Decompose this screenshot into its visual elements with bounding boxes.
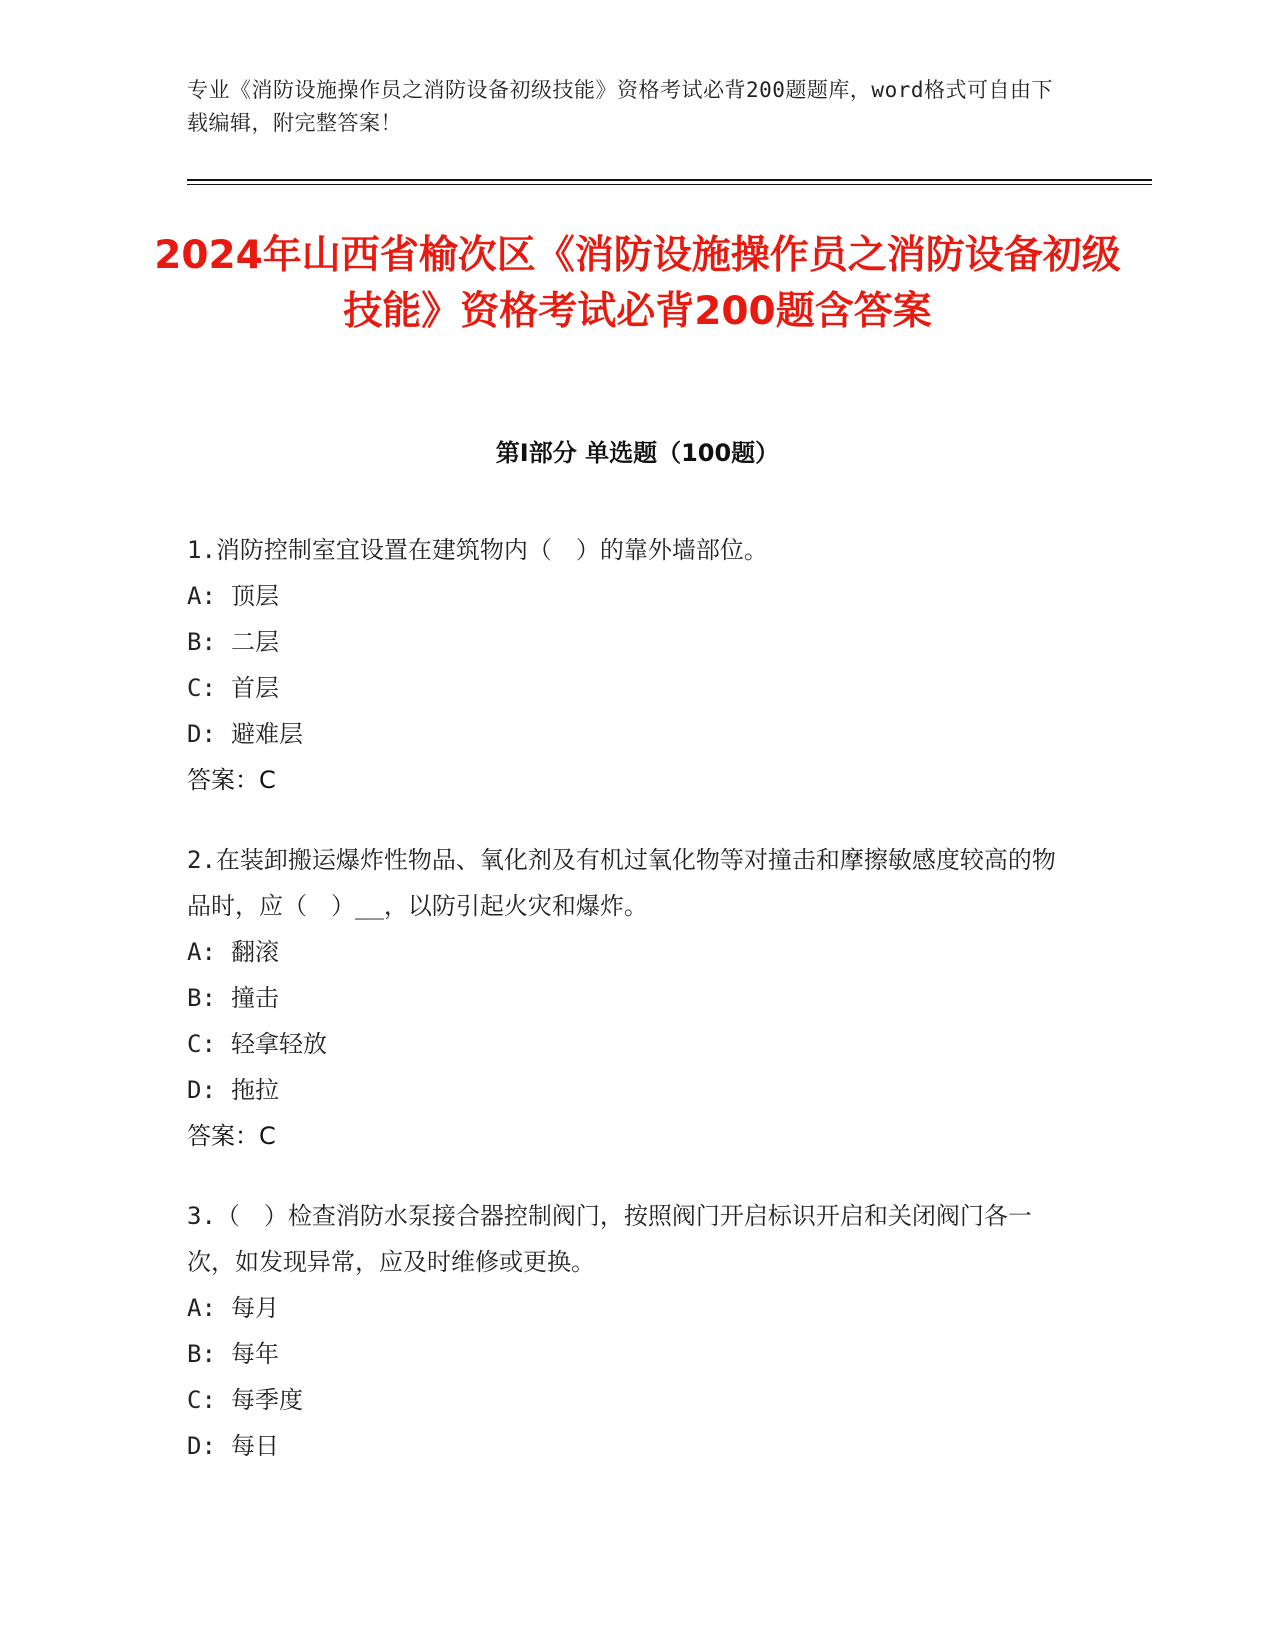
option-c [187,1377,1067,1423]
option-text: 每日 [231,1432,279,1460]
option-text: 每月 [231,1294,279,1322]
option-text: 轻拿轻放 [231,1030,327,1058]
answer-line: 答案：C [187,766,276,794]
question-stem: 2.在装卸搬运爆炸性物品、氧化剂及有机过氧化物等对撞击和摩擦敏感度较高的物品时，应（ ）__，以防引起火灾和爆炸。 [187,846,1056,920]
option-text: 每年 [231,1340,279,1368]
option-text: 二层 [231,628,279,656]
question-1 [187,527,1067,803]
option-letter: A: [187,938,216,966]
option-text: 顶层 [231,582,279,610]
option-letter: B: [187,1340,216,1368]
option-d [187,1067,1067,1113]
question-3 [187,1193,1067,1469]
header-note: 专业《消防设施操作员之消防设备初级技能》资格考试必背200题题库，word格式可自由下载编辑，附完整答案！ [187,78,1053,135]
answer-line: 答案：C [187,1122,276,1150]
option-letter: D: [187,720,216,748]
option-text: 每季度 [231,1386,303,1414]
section-title: 第I部分 单选题（100题） [495,439,780,467]
option-letter: C: [187,1386,216,1414]
option-d [187,1423,1067,1469]
question-2 [187,837,1067,1159]
header-divider-thick [187,179,1152,181]
option-b [187,619,1067,665]
option-d [187,711,1067,757]
option-c [187,1021,1067,1067]
header-divider-thin [187,184,1152,185]
option-text: 首层 [231,674,279,702]
option-letter: B: [187,984,216,1012]
document-title: 2024年山西省榆次区《消防设施操作员之消防设备初级技能》资格考试必背200题含答案 [154,233,1121,334]
option-text: 避难层 [231,720,303,748]
option-a [187,929,1067,975]
option-c [187,665,1067,711]
option-letter: C: [187,674,216,702]
option-text: 翻滚 [231,938,279,966]
option-letter: D: [187,1076,216,1104]
option-text: 拖拉 [231,1076,279,1104]
option-text: 撞击 [231,984,279,1012]
option-b [187,1331,1067,1377]
option-letter: A: [187,582,216,610]
question-stem: 3.（ ）检查消防水泵接合器控制阀门，按照阀门开启标识开启和关闭阀门各一次，如发现异常，应及时维修或更换。 [187,1202,1032,1276]
option-letter: A: [187,1294,216,1322]
option-b [187,975,1067,1021]
option-letter: D: [187,1432,216,1460]
question-stem: 1.消防控制室宜设置在建筑物内（ ）的靠外墙部位。 [187,536,768,564]
option-letter: C: [187,1030,216,1058]
option-a [187,1285,1067,1331]
option-a [187,573,1067,619]
option-letter: B: [187,628,216,656]
